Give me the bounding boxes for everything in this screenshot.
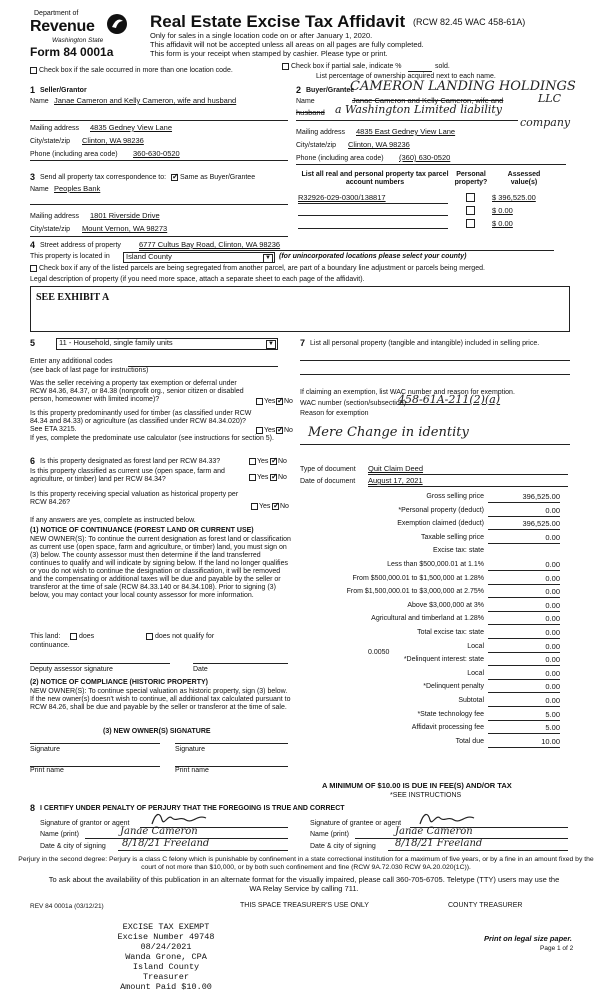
treasurer-only-label: THIS SPACE TREASURER'S USE ONLY (240, 902, 369, 909)
revision-label: REV 84 0001a (03/12/21) (30, 903, 104, 910)
tax-name-label: Name (30, 186, 49, 193)
calc-row-underline (488, 652, 560, 653)
calc-row-value[interactable]: 0.00 (545, 533, 560, 542)
calc-row-underline (488, 570, 560, 571)
calc-row-value[interactable]: 396,525.00 (522, 519, 560, 528)
does-not-label: does not qualify for (155, 633, 215, 640)
calc-row-label: Subtotal (458, 697, 484, 704)
buyer-struck-husband: husband (296, 108, 325, 117)
seller-heading: Seller/Grantor (40, 87, 87, 94)
calc-row-value[interactable]: 0.00 (545, 682, 560, 691)
same-as-buyer-label: Same as Buyer/Grantee (180, 174, 256, 181)
calc-row-label: Taxable selling price (420, 534, 484, 541)
calc-row-underline (488, 543, 560, 544)
buyer-phone-label: Phone (including area code) (296, 155, 384, 162)
forest-no-checkbox[interactable] (270, 458, 277, 465)
multi-location-label: Check box if the sale occurred in more than one location code. (39, 67, 233, 74)
yes-label: Yes (259, 503, 271, 510)
current-use-yes-checkbox[interactable] (249, 474, 256, 481)
exemption-claim-label: If claiming an exemption, list WAC number and reason for exemption. (300, 389, 515, 396)
deputy-signature-label: Deputy assessor signature (30, 666, 113, 673)
calc-row-label: Above $3,000,000 at 3% (407, 602, 484, 609)
legal-desc-box[interactable] (30, 286, 570, 332)
ownership-note: List percentage of ownership acquired next to each name. (316, 73, 496, 80)
partial-sale-label: Check box if partial sale, indicate % (291, 63, 402, 70)
yes-label: Yes (264, 398, 276, 405)
calc-row-label: *Personal property (deduct) (398, 507, 484, 514)
current-use-question: Is this property classified as current use (open space, farm and agriculture, or timber) land per RCW 84.34? (30, 468, 225, 484)
personal-prop-checkbox[interactable] (466, 219, 475, 228)
grantee-date-label: Date & city of signing (310, 843, 376, 850)
reason-field[interactable]: Mere Change in identity (308, 425, 469, 440)
certify-heading: I CERTIFY UNDER PENALTY OF PERJURY THAT THE FOREGOING IS TRUE AND CORRECT (40, 805, 345, 812)
no-label: No (278, 474, 287, 481)
parcel-number-field[interactable]: R32926-029-0300/138817 (298, 193, 386, 202)
perjury-note: Perjury in the second degree: Perjury is a class C felony which is punishable by confinement in a state correctional institution for a maximum of five years, or by a fine in an amount fixed by the court of not more than $10,000, or by both such confinement and fine (RCW 9A.72.030 RCW 9A.20.020(1C)). (18, 856, 594, 871)
timber-question: Is this property predominantly used for timber (as classified under RCW 84.34 and 84.33) or agriculture (as classified under RCW 84.34.020)? See ETA 3215. (30, 410, 252, 434)
calc-row-label: Less than $500,000.01 at 1.1% (387, 561, 484, 568)
tax-name-field[interactable]: Peoples Bank (54, 184, 101, 193)
forest-yes-checkbox[interactable] (249, 458, 256, 465)
calc-row-value[interactable]: 0.00 (545, 601, 560, 610)
calc-row-value[interactable]: 0.00 (545, 696, 560, 705)
tax-mail-field[interactable]: 1801 Riverside Drive (90, 211, 160, 220)
see-instructions-note: *SEE INSTRUCTIONS (390, 792, 462, 799)
stamp-line: EXCISE TAX EXEMPT (122, 922, 210, 932)
calc-row-underline (488, 516, 560, 517)
does-checkbox[interactable] (70, 633, 77, 640)
partial-sale-checkbox[interactable] (282, 63, 289, 70)
calc-row-underline (488, 502, 560, 503)
calc-row-label: *Delinquent interest: state (403, 656, 484, 663)
q2-yes-checkbox[interactable] (256, 427, 263, 434)
calc-row-underline (488, 679, 560, 680)
calc-row-label: *State technology fee (417, 711, 484, 718)
section-2-number: 2 (296, 85, 302, 95)
historic-no-checkbox[interactable] (272, 503, 279, 510)
wac-field[interactable]: 458-61A-211(2)(a) (398, 393, 501, 406)
calc-row-label: Exemption claimed (deduct) (397, 520, 484, 527)
personal-prop-col-header: Personal property? (454, 171, 488, 187)
legal-desc-label: Legal description of property (if you need more space, attach a separate sheet to each page of the affidavit). (30, 276, 365, 283)
signature-label: Signature (175, 746, 205, 753)
section-3-number: 3 (30, 172, 36, 182)
yes-label: Yes (257, 458, 269, 465)
segregated-checkbox[interactable] (30, 265, 37, 272)
no-label: No (278, 458, 287, 465)
stamp-line: Wanda Grone, CPA (125, 952, 207, 962)
calc-row-value[interactable]: 0.00 (545, 669, 560, 678)
unincorporated-note: (for unincorporated locations please select your county) (279, 253, 467, 260)
buyer-name-label: Name (296, 98, 315, 105)
additional-codes-label: Enter any additional codes (30, 358, 113, 365)
county-select-value: Island County (126, 252, 172, 261)
form-number: Form 84 0001a (30, 45, 114, 59)
calc-row-value[interactable]: 10.00 (541, 737, 560, 746)
tax-corr-heading: Send all property tax correspondence to: (40, 174, 167, 181)
legal-size-note: Print on legal size paper. (484, 934, 572, 943)
logo-dept-text: Department of (34, 10, 79, 17)
calc-row-underline (488, 624, 560, 625)
stamp-line: Excise Number 49748 (117, 932, 215, 942)
form-rcw: (RCW 82.45 WAC 458-61A) (413, 17, 526, 27)
calc-row-label: Excise tax: state (433, 547, 484, 554)
no-label: No (284, 427, 293, 434)
see-back-note: (see back of last page for instructions) (30, 367, 149, 374)
calc-row-value[interactable]: 0.00 (545, 506, 560, 515)
notice-continuance-title: (1) NOTICE OF CONTINUANCE (FOREST LAND OR CURRENT USE) (30, 527, 254, 534)
buyer-mail-label: Mailing address (296, 129, 346, 136)
signature-label: Signature (30, 746, 60, 753)
no-label: No (284, 398, 293, 405)
continuance-label: continuance. (30, 642, 70, 649)
grantee-name-field[interactable]: Janae Cameron (395, 826, 473, 837)
buyer-handwritten-llc: LLC (538, 92, 562, 105)
yes-label: Yes (257, 474, 269, 481)
treasurer-stamp (116, 922, 216, 992)
buyer-heading: Buyer/Grantee (306, 87, 355, 94)
section-4-number: 4 (30, 240, 36, 250)
section-8-number: 8 (30, 803, 36, 813)
doc-date-label: Date of document (300, 478, 356, 485)
calc-row-label: Gross selling price (426, 493, 484, 500)
tax-city-label: City/state/zip (30, 226, 71, 233)
calc-row-value[interactable]: 5.00 (545, 723, 560, 732)
chevron-down-icon: ▼ (263, 254, 273, 263)
calc-row-underline (488, 584, 560, 585)
multi-location-checkbox[interactable] (30, 67, 37, 74)
calc-row-underline (488, 611, 560, 612)
calc-row-underline (488, 692, 560, 693)
buyer-handwritten-name: CAMERON LANDING HOLDINGS (350, 79, 576, 94)
if-yes-note: If any answers are yes, complete as instructed below. (30, 517, 196, 524)
new-owner-signature-title: (3) NEW OWNER(S) SIGNATURE (103, 728, 211, 735)
calc-row-underline (488, 706, 560, 707)
segregated-label: Check box if any of the listed parcels are being segregated from another parcel, are part of a boundary line adjustment or parcels being merged. (39, 265, 485, 272)
buyer-struck-name: Janae Cameron and Kelly Cameron, wife and (352, 96, 504, 105)
yes-label: Yes (264, 427, 276, 434)
predominate-use-note: If yes, complete the predominate use calculator (see instructions for section 5). (30, 435, 274, 442)
historic-question: Is this property receiving special valuation as historical property per RCW 84.26? (30, 491, 239, 507)
doc-type-field[interactable]: Quit Claim Deed (368, 464, 424, 473)
alternate-format-note: To ask about the availability of this publication in an alternate format for the visually impaired, please call 360-705-6705. Teletype (TTY) users may use the WA Relay Service by calling 711. (48, 875, 560, 893)
grantee-date-field[interactable]: 8/18/21 Freeland (395, 838, 483, 849)
section-7-number: 7 (300, 338, 306, 348)
no-label: No (280, 503, 289, 510)
tax-city-field[interactable]: Mount Vernon, WA 98273 (82, 224, 168, 233)
form-title: Real Estate Excise Tax Affidavit (150, 12, 406, 31)
local-rate: 0.0050 (368, 649, 390, 656)
seller-phone-label: Phone (including area code) (30, 151, 118, 158)
does-not-checkbox[interactable] (146, 633, 153, 640)
calc-row-label: Local (467, 670, 484, 677)
county-select[interactable] (123, 252, 275, 263)
calc-row-label: Agricultural and timberland at 1.28% (371, 615, 484, 622)
q2-no-checkbox[interactable] (276, 427, 283, 434)
historic-yes-checkbox[interactable] (251, 503, 258, 510)
section-5-number: 5 (30, 338, 36, 348)
calc-row-label: Affidavit processing fee (411, 724, 484, 731)
print-name-label: Print name (175, 767, 209, 774)
same-as-buyer-checkbox[interactable] (171, 174, 178, 181)
calc-row-value[interactable]: 0.00 (545, 560, 560, 569)
tax-mail-label: Mailing address (30, 213, 80, 220)
assessed-value-field[interactable]: $ 396,525.00 (492, 193, 536, 202)
current-use-no-checkbox[interactable] (270, 474, 277, 481)
calc-row-value[interactable]: 0.00 (545, 574, 560, 583)
notice-compliance-body: NEW OWNER(S): To continue special valuation as historic property, sign (3) below. If the new owner(s) doesn't wish to continue, all additional tax calculated pursuant to RCW 84.26, shall be due and payable by the seller or transferor at the time of sale. (30, 688, 291, 712)
notice-compliance-title: (2) NOTICE OF COMPLIANCE (HISTORIC PROPERTY) (30, 679, 208, 686)
grantor-name-field[interactable]: Janae Cameron (120, 826, 198, 837)
calc-row-value[interactable]: 0.00 (545, 642, 560, 651)
street-label: Street address of property (40, 242, 121, 249)
stamp-line: Island County Treasurer (132, 962, 200, 982)
section-6-number: 6 (30, 456, 36, 466)
assessed-value-field[interactable]: $ 0.00 (492, 219, 513, 228)
personal-property-label: List all personal property (tangible and intangible) included in selling price. (310, 340, 540, 347)
seller-name-label: Name (30, 98, 49, 105)
county-treasurer-label: COUNTY TREASURER (448, 902, 523, 909)
assessed-col-header: Assessed value(s) (507, 171, 541, 187)
doc-date-field[interactable]: August 17, 2021 (368, 476, 423, 485)
seller-city-field[interactable]: Clinton, WA 98236 (82, 136, 144, 145)
buyer-city-label: City/state/zip (296, 142, 337, 149)
calc-row-label: *Delinquent penalty (423, 683, 484, 690)
seller-phone-field[interactable]: 360-630-0520 (133, 149, 180, 158)
calc-row-value[interactable]: 0.00 (545, 587, 560, 596)
seller-mail-field[interactable]: 4835 Gedney View Lane (90, 123, 173, 132)
minimum-due-note: A MINIMUM OF $10.00 IS DUE IN FEE(S) AND/OR TAX (322, 781, 512, 790)
subtitle-3: This form is your receipt when stamped by cashier. Please type or print. (150, 49, 388, 58)
sold-label: sold. (435, 63, 450, 70)
buyer-phone-field[interactable]: (360) 630-0520 (399, 153, 451, 162)
calc-row-value[interactable]: 0.00 (545, 614, 560, 623)
calc-row-label: From $1,500,000.01 to $3,000,000 at 2.75% (346, 588, 484, 595)
calc-row-label: From $500,000.01 to $1,500,000 at 1.28% (352, 575, 484, 582)
buyer-handwritten-company: company (520, 116, 571, 129)
calc-row-underline (488, 720, 560, 721)
this-land-label: This land: (30, 633, 61, 640)
personal-prop-checkbox[interactable] (466, 206, 475, 215)
print-name-label: Print name (30, 767, 64, 774)
calc-row-label: Total excise tax: state (417, 629, 484, 636)
calc-row-value[interactable]: 0.00 (545, 655, 560, 664)
page-number: Page 1 of 2 (540, 945, 574, 952)
chevron-down-icon: ▼ (266, 340, 276, 349)
seller-name-field[interactable]: Janae Cameron and Kelly Cameron, wife and husband (54, 96, 237, 105)
personal-prop-checkbox[interactable] (466, 193, 475, 202)
calc-row-underline (488, 638, 560, 639)
subtitle-2: This affidavit will not be accepted unless all areas on all pages are fully completed. (150, 40, 424, 49)
grantor-sig-label: Signature of grantor or agent (40, 820, 130, 827)
forest-question: Is this property designated as forest land per RCW 84.33? (40, 458, 221, 465)
calc-row-underline (488, 597, 560, 598)
parcels-col-header: List all real and personal property tax parcel account numbers (301, 171, 449, 187)
calc-row-underline (488, 529, 560, 530)
calc-row-underline (488, 733, 560, 734)
grantor-date-label: Date & city of signing (40, 843, 106, 850)
revenue-swirl-icon (106, 12, 128, 36)
use-code-select[interactable] (56, 338, 278, 350)
assessed-value-field[interactable]: $ 0.00 (492, 206, 513, 215)
calc-row-value[interactable]: 0.00 (545, 628, 560, 637)
q1-no-checkbox[interactable] (276, 398, 283, 405)
calc-row-underline (488, 747, 560, 748)
use-code-value: 11 - Household, single family units (59, 338, 173, 347)
stamp-line: 08/24/2021 (140, 942, 192, 952)
legal-desc-text: SEE EXHIBIT A (36, 292, 110, 303)
notice-continuance-body: NEW OWNER(S): To continue the current designation as forest land or classification as current use (open space, farm and agriculture, or timber) land, you must sign on (3) below. The county assessor must then determine if the land transferred continues to qualify and will indicate by signing below. If the land no longer qualifies or you do not wish to continue the designation or classification, it will be removed and the compensating or additional taxes will be due and payable by the seller or transferor at the time of sale (RCW 84.33.140 or 84.34.108). Prior to signing (3) below, you may contact your local county assessor for more information. (30, 536, 291, 600)
calc-row-value[interactable]: 396,525.00 (522, 492, 560, 501)
located-label: This property is located in (30, 253, 110, 260)
calc-row-label: Total due (455, 738, 484, 745)
grantee-name-label: Name (print) (310, 831, 349, 838)
buyer-handwritten-line2: a Washington Limited liability (335, 103, 503, 116)
seller-mail-label: Mailing address (30, 125, 80, 132)
q1-yes-checkbox[interactable] (256, 398, 263, 405)
exemption-question: Was the seller receiving a property tax exemption or deferral under RCW 84.36, 84.37, or 84.38 (nonprofit org., senior citizen or disabled person, homeowner with limited income)? (30, 380, 244, 404)
subtitle-1: Only for sales in a single location code on or after January 1, 2020. (150, 31, 373, 40)
wac-label: WAC number (section/subsection) (300, 400, 406, 407)
seller-city-label: City/state/zip (30, 138, 71, 145)
calc-row-value[interactable]: 5.00 (545, 710, 560, 719)
calc-row-label: Local (467, 643, 484, 650)
stamp-line: Amount Paid $10.00 (120, 982, 212, 992)
logo-state-text: Washington State (52, 37, 104, 44)
grantor-date-field[interactable]: 8/18/21 Freeland (122, 838, 210, 849)
logo-revenue-text: Revenue (30, 18, 95, 35)
does-label: does (79, 633, 95, 640)
buyer-city-field[interactable]: Clinton, WA 98236 (348, 140, 410, 149)
section-1-number: 1 (30, 85, 36, 95)
grantee-sig-label: Signature of grantee or agent (310, 820, 402, 827)
grantor-name-label: Name (print) (40, 831, 79, 838)
reason-label: Reason for exemption (300, 410, 369, 417)
buyer-mail-field[interactable]: 4835 East Gedney View Lane (356, 127, 456, 136)
doc-type-label: Type of document (300, 466, 356, 473)
street-field[interactable]: 6777 Cultus Bay Road, Clinton, WA 98236 (139, 240, 281, 249)
calc-row-underline (488, 665, 560, 666)
deputy-date-label: Date (193, 666, 208, 673)
